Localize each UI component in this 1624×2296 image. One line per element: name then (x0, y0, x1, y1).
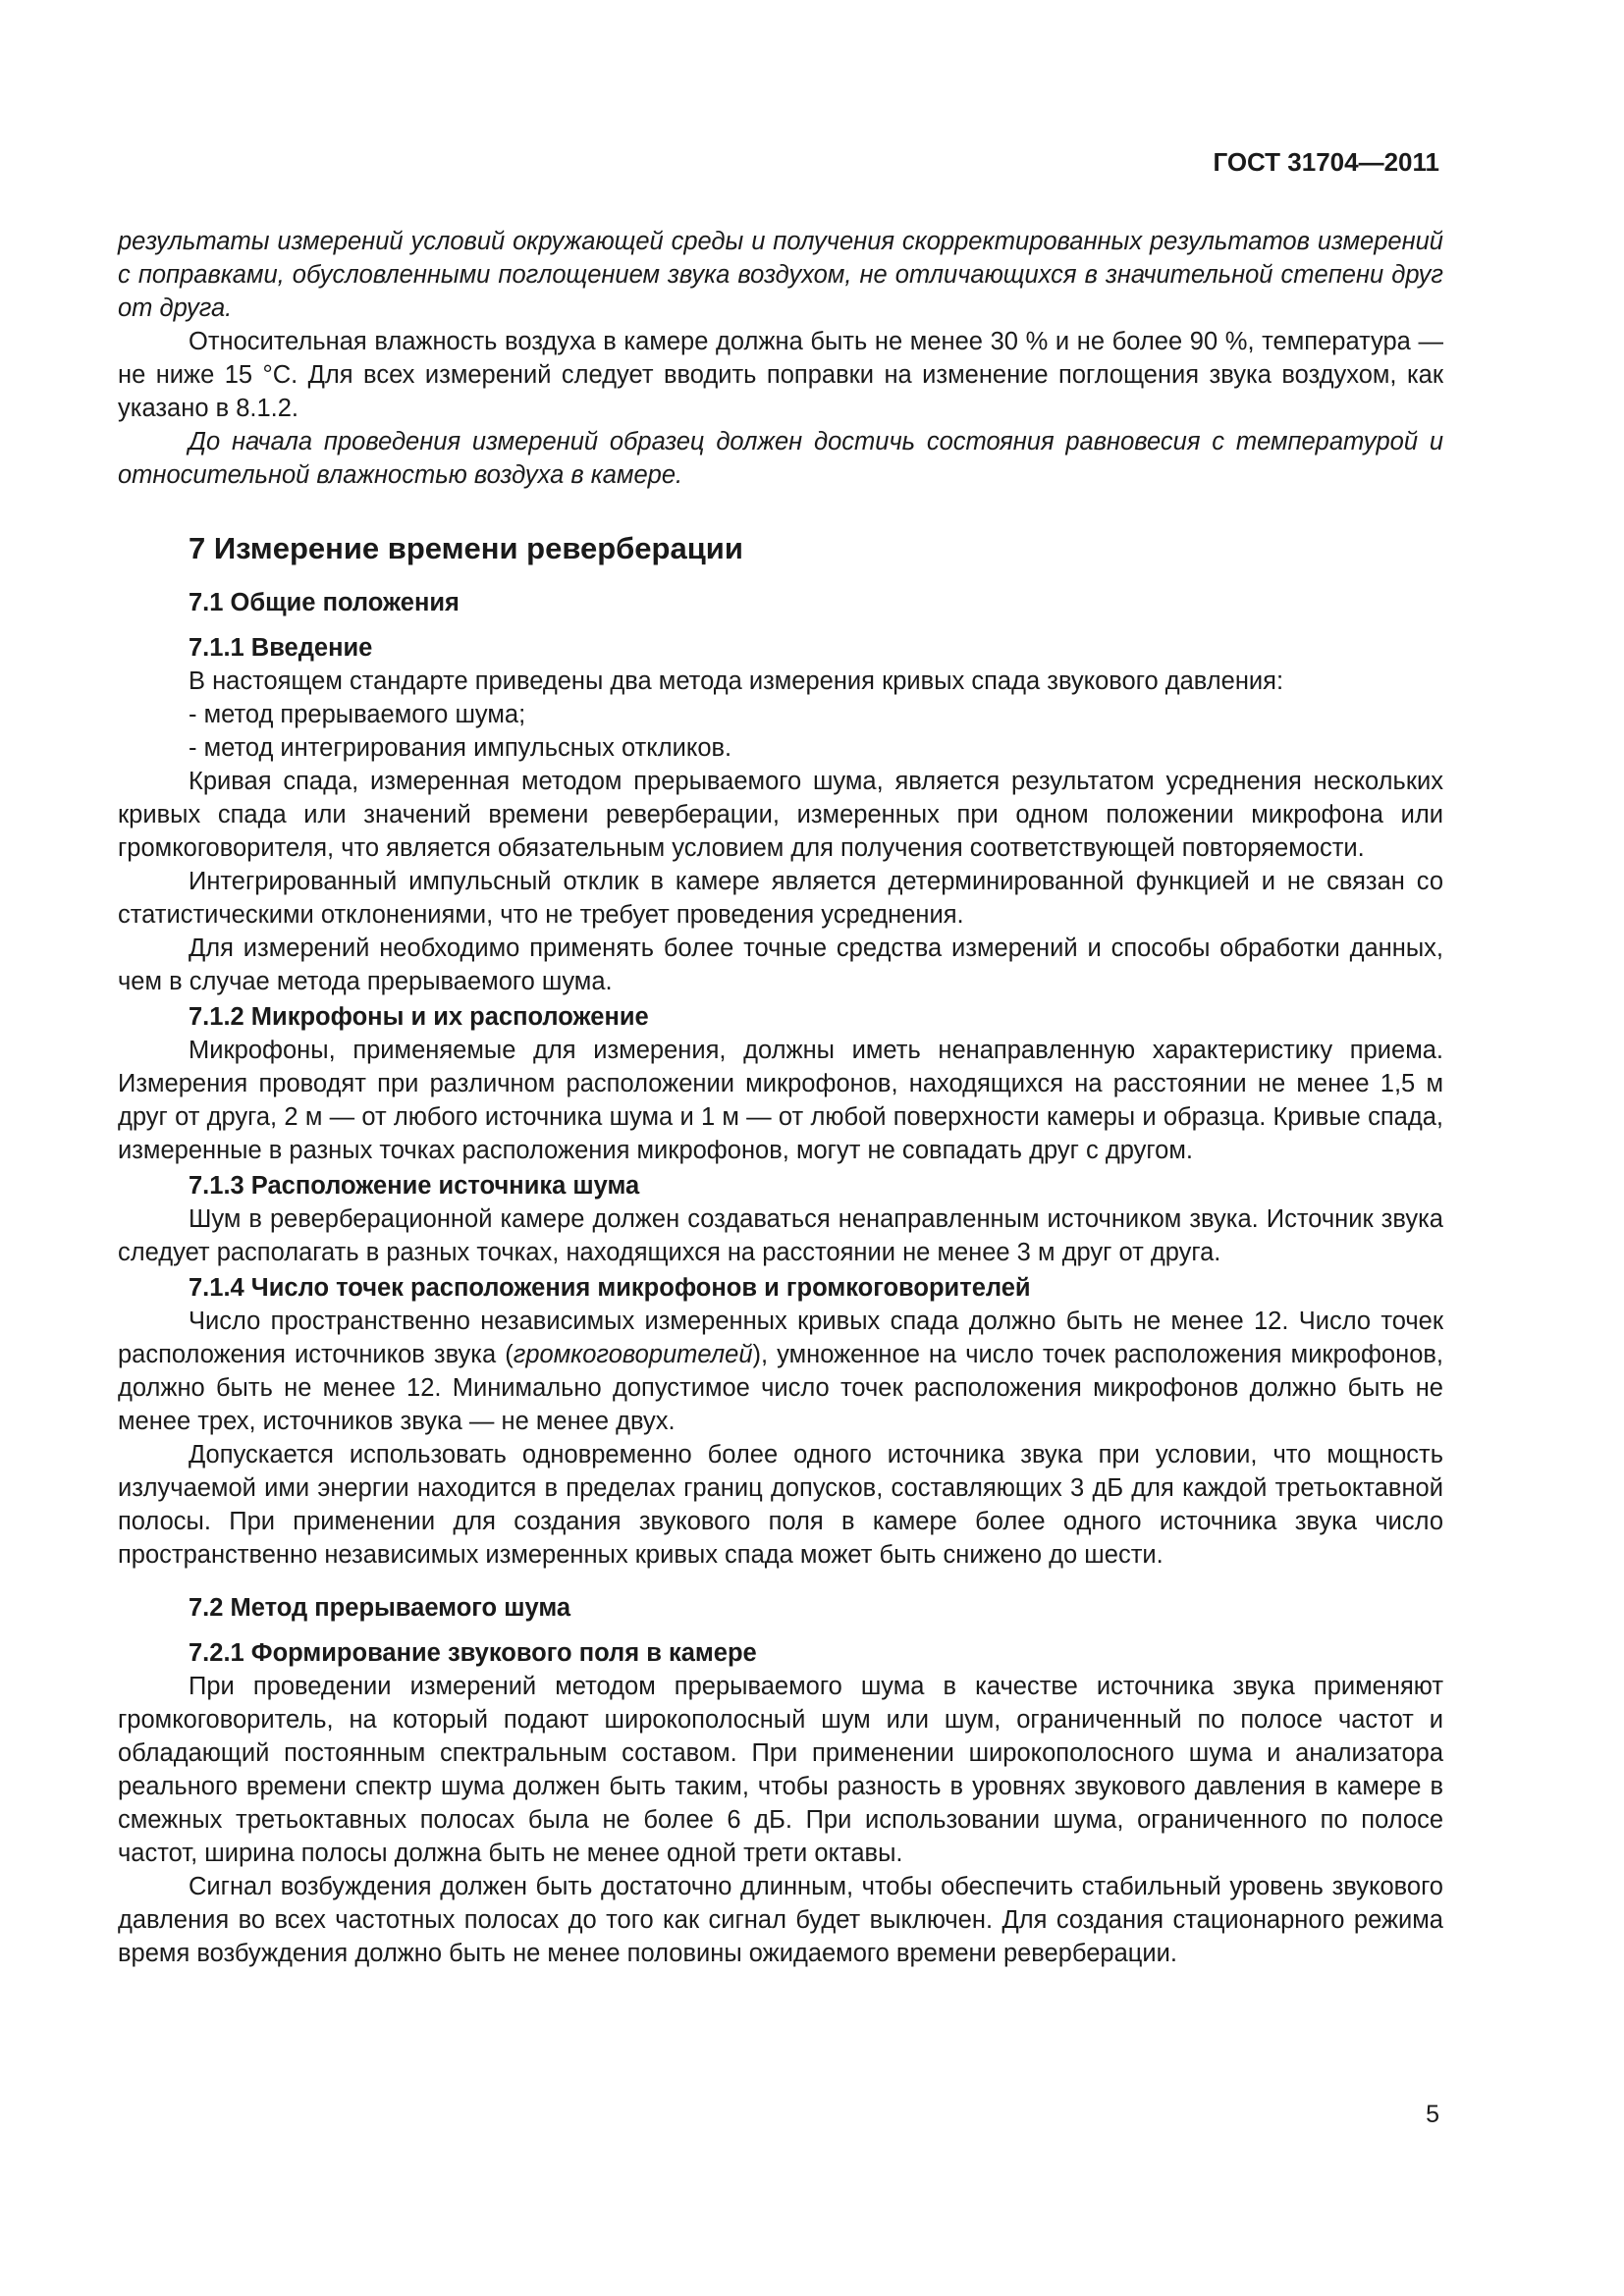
page-number: 5 (1426, 2101, 1439, 2128)
section-7-1-2-heading: 7.1.2 Микрофоны и их расположение (189, 1003, 649, 1031)
document-body (118, 225, 1443, 1970)
section-7-1-1-paragraph-2: Кривая спада, измеренная методом прерываемого шума, является результатом усреднения нескольких кривых спада или значений времени реверберации, измеренных при одном положении микрофона или громкоговорителя, что является обязательным условием для получения соответствующей повторяемости. (118, 768, 1443, 862)
section-7-1-4-paragraph-1 (118, 1305, 1443, 1438)
intro-paragraph-1: результаты измерений условий окружающей среды и получения скорректированных результатов измерений с поправками, обусловленными поглощением звука воздухом, не отличающихся в значительной степени друг от друга. (118, 228, 1443, 322)
section-7-1-1-paragraph-4: Для измерений необходимо применять более точные средства измерений и способы обработки данных, чем в случае метода прерываемого шума. (118, 934, 1443, 995)
list-item: - метод интегрирования импульсных откликов. (189, 734, 732, 762)
section-7-2-1-paragraph-1: При проведении измерений методом прерываемого шума в качестве источника звука применяют громкоговоритель, на который подают широкополосный шум или шум, ограниченный по полосе частот и обладающий постоянным спектральным составом. При применении широкополосного шума и анализатора реального времени спектр шума должен быть таким, чтобы разность в уровнях звукового давления в камере в смежных третьоктавных полосах была не более 6 дБ. При использовании шума, ограниченного по полосе частот, ширина полосы должна быть не менее одной трети октавы. (118, 1673, 1443, 1867)
section-7-1-4-paragraph-2: Допускается использовать одновременно более одного источника звука при условии, что мощность излучаемой ими энергии находится в пределах границ допусков, составляющих 3 дБ для каждой третьоктавной полосы. При применении для создания звукового поля в камере более одного источника звука число пространственно независимых измеренных кривых спада может быть снижено до шести. (118, 1441, 1443, 1569)
section-7-1-1-paragraph-3: Интегрированный импульсный отклик в камере является детерминированной функцией и не связан со статистическими отклонениями, что не требует проведения усреднения. (118, 868, 1443, 929)
section-7-2-heading: 7.2 Метод прерываемого шума (189, 1594, 571, 1622)
section-7-1-4-paragraph-1-italic: громкоговорителей (513, 1341, 753, 1368)
section-7-1-4-paragraph-1-part-b: ), умноженное на число точек расположения микрофонов, должно быть не менее 12. Минимально допустимое число точек расположения микрофонов должно быть не менее трех, источников звука — не менее двух. (118, 1341, 1444, 1435)
document-code: ГОСТ 31704—2011 (1213, 147, 1439, 177)
intro-paragraph-2: Относительная влажность воздуха в камере должна быть не менее 30 % и не более 90 %, температура — не ниже 15 °С. Для всех измерений следует вводить поправки на изменение поглощения звука воздухом, как указано в 8.1.2. (118, 328, 1443, 422)
section-7-1-4-paragraph-1-part-a: Число пространственно независимых измеренных кривых спада должно быть не менее 12. Число точек расположения источников звука ( (118, 1308, 1443, 1368)
section-7-2-1-heading: 7.2.1 Формирование звукового поля в камере (189, 1639, 757, 1667)
section-7-heading: 7 Измерение времени реверберации (189, 531, 743, 565)
section-7-1-1-heading: 7.1.1 Введение (189, 634, 373, 662)
section-7-1-1-paragraph-1: В настоящем стандарте приведены два метода измерения кривых спада звукового давления: (189, 667, 1284, 695)
section-7-1-3-paragraph-1: Шум в реверберационной камере должен создаваться ненаправленным источником звука. Источник звука следует располагать в разных точках, находящихся на расстоянии не менее 3 м друг от друга. (118, 1205, 1443, 1266)
section-7-2-1-paragraph-2: Сигнал возбуждения должен быть достаточно длинным, чтобы обеспечить стабильный уровень звукового давления во всех частотных полосах до того как сигнал будет выключен. Для создания стационарного режима время возбуждения должно быть не менее половины ожидаемого времени реверберации. (118, 1873, 1443, 1967)
intro-paragraph-3: До начала проведения измерений образец должен достичь состояния равновесия с температурой и относительной влажностью воздуха в камере. (118, 428, 1443, 489)
section-7-1-3-heading: 7.1.3 Расположение источника шума (189, 1172, 640, 1200)
section-7-1-2-paragraph-1: Микрофоны, применяемые для измерения, должны иметь ненаправленную характеристику приема. Измерения проводят при различном расположении микрофонов, находящихся на расстоянии не менее 1,5 м друг от друга, 2 м — от любого источника шума и 1 м — от любой поверхности камеры и образца. Кривые спада, измеренные в разных точках расположения микрофонов, могут не совпадать друг с другом. (118, 1037, 1443, 1164)
section-7-1-heading: 7.1 Общие положения (189, 589, 460, 616)
list-item: - метод прерываемого шума; (189, 701, 526, 728)
section-7-1-4-heading: 7.1.4 Число точек расположения микрофонов и громкоговорителей (189, 1274, 1031, 1302)
